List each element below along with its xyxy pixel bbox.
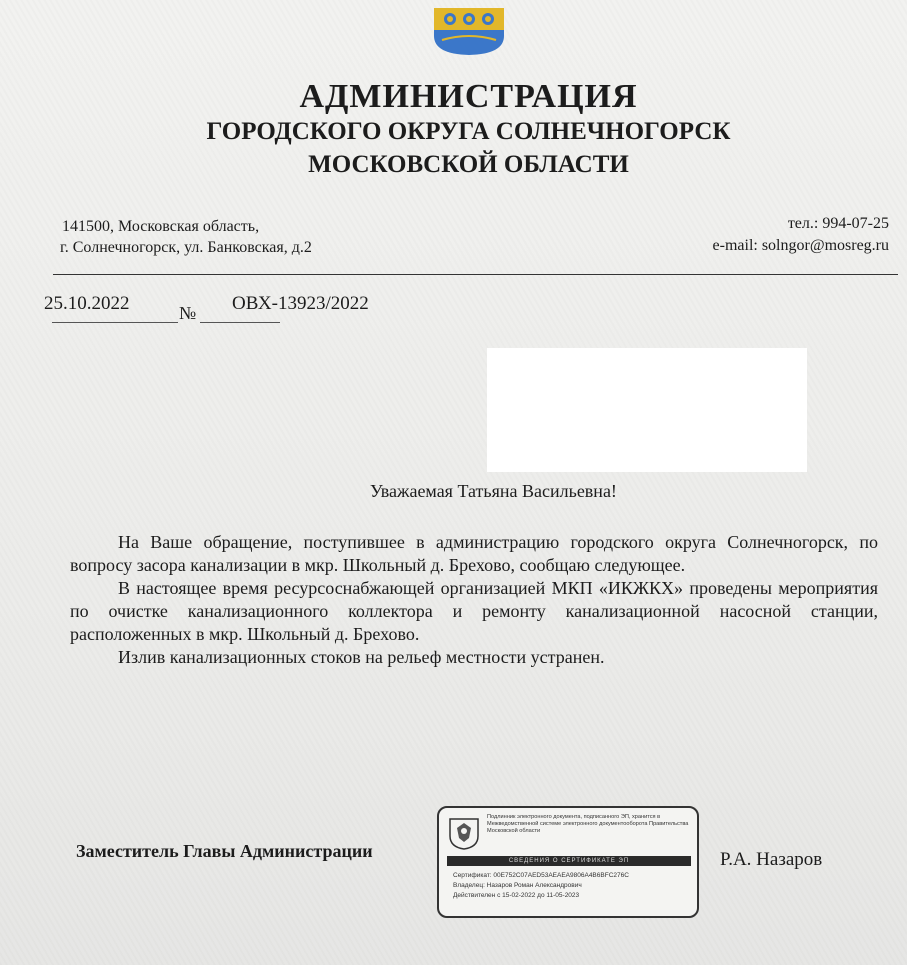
paragraph: Излив канализационных стоков на рельеф местности устранен. (118, 647, 605, 667)
registration-number: ОВХ-13923/2022 (232, 293, 369, 314)
address-block (62, 216, 312, 258)
letter-body (70, 531, 878, 669)
paragraph: В настоящее время ресурсоснабжающей организацией МКП «ИКЖКХ» проведены мероприятия по очистке канализационного коллектора и ремонту канализационной насосной станции, расположенных в мкр. Школьный д. Брехово. (70, 578, 878, 644)
org-title: АДМИНИСТРАЦИЯ (299, 78, 638, 115)
contacts-block (713, 213, 889, 257)
stamp-notice: Подлинник электронного документа, подписанного ЭП, хранится в Межведомственной системе электронного документооборота Правительства Московской области (487, 814, 689, 834)
registration-date: 25.10.2022 (44, 293, 130, 314)
e-signature-stamp (437, 806, 699, 918)
number-underline (200, 322, 280, 323)
address-line-2: г. Солнечногорск, ул. Банковская, д.2 (60, 239, 312, 256)
paragraph: На Ваше обращение, поступившее в администрацию городского округа Солнечногорск, по вопросу засора канализации в мкр. Школьный д. Брехово, сообщаю следующее. (70, 532, 878, 575)
header-divider (53, 274, 898, 275)
org-subtitle-district: ГОРОДСКОГО ОКРУГА СОЛНЕЧНОГОРСК (206, 118, 731, 145)
email-text: e-mail: solngor@mosreg.ru (712, 237, 889, 254)
phone-text: тел.: 994-07-25 (787, 215, 889, 232)
signer-name: Р.А. Назаров (720, 849, 823, 870)
date-underline (52, 322, 178, 323)
greeting: Уважаемая Татьяна Васильевна! (370, 481, 617, 501)
region-emblem-icon (447, 816, 481, 850)
certificate-validity: Действителен с 15-02-2022 до 11-05-2023 (453, 892, 580, 899)
number-sign: № (179, 303, 197, 323)
stamp-band-title: СВЕДЕНИЯ О СЕРТИФИКАТЕ ЭП (447, 856, 691, 866)
redacted-recipient-block (487, 348, 807, 472)
signer-position: Заместитель Главы Администрации (76, 841, 373, 861)
certificate-number: Сертификат: 00E752C07AED53AEAEA9806A4B6BFC276C (453, 872, 629, 879)
stamp-certificate-info (453, 871, 693, 901)
coat-of-arms-icon (432, 6, 506, 56)
org-subtitle-region: МОСКОВСКОЙ ОБЛАСТИ (308, 151, 629, 178)
address-line-1: 141500, Московская область, (62, 218, 260, 235)
certificate-owner: Владелец: Назаров Роман Александрович (453, 882, 582, 889)
